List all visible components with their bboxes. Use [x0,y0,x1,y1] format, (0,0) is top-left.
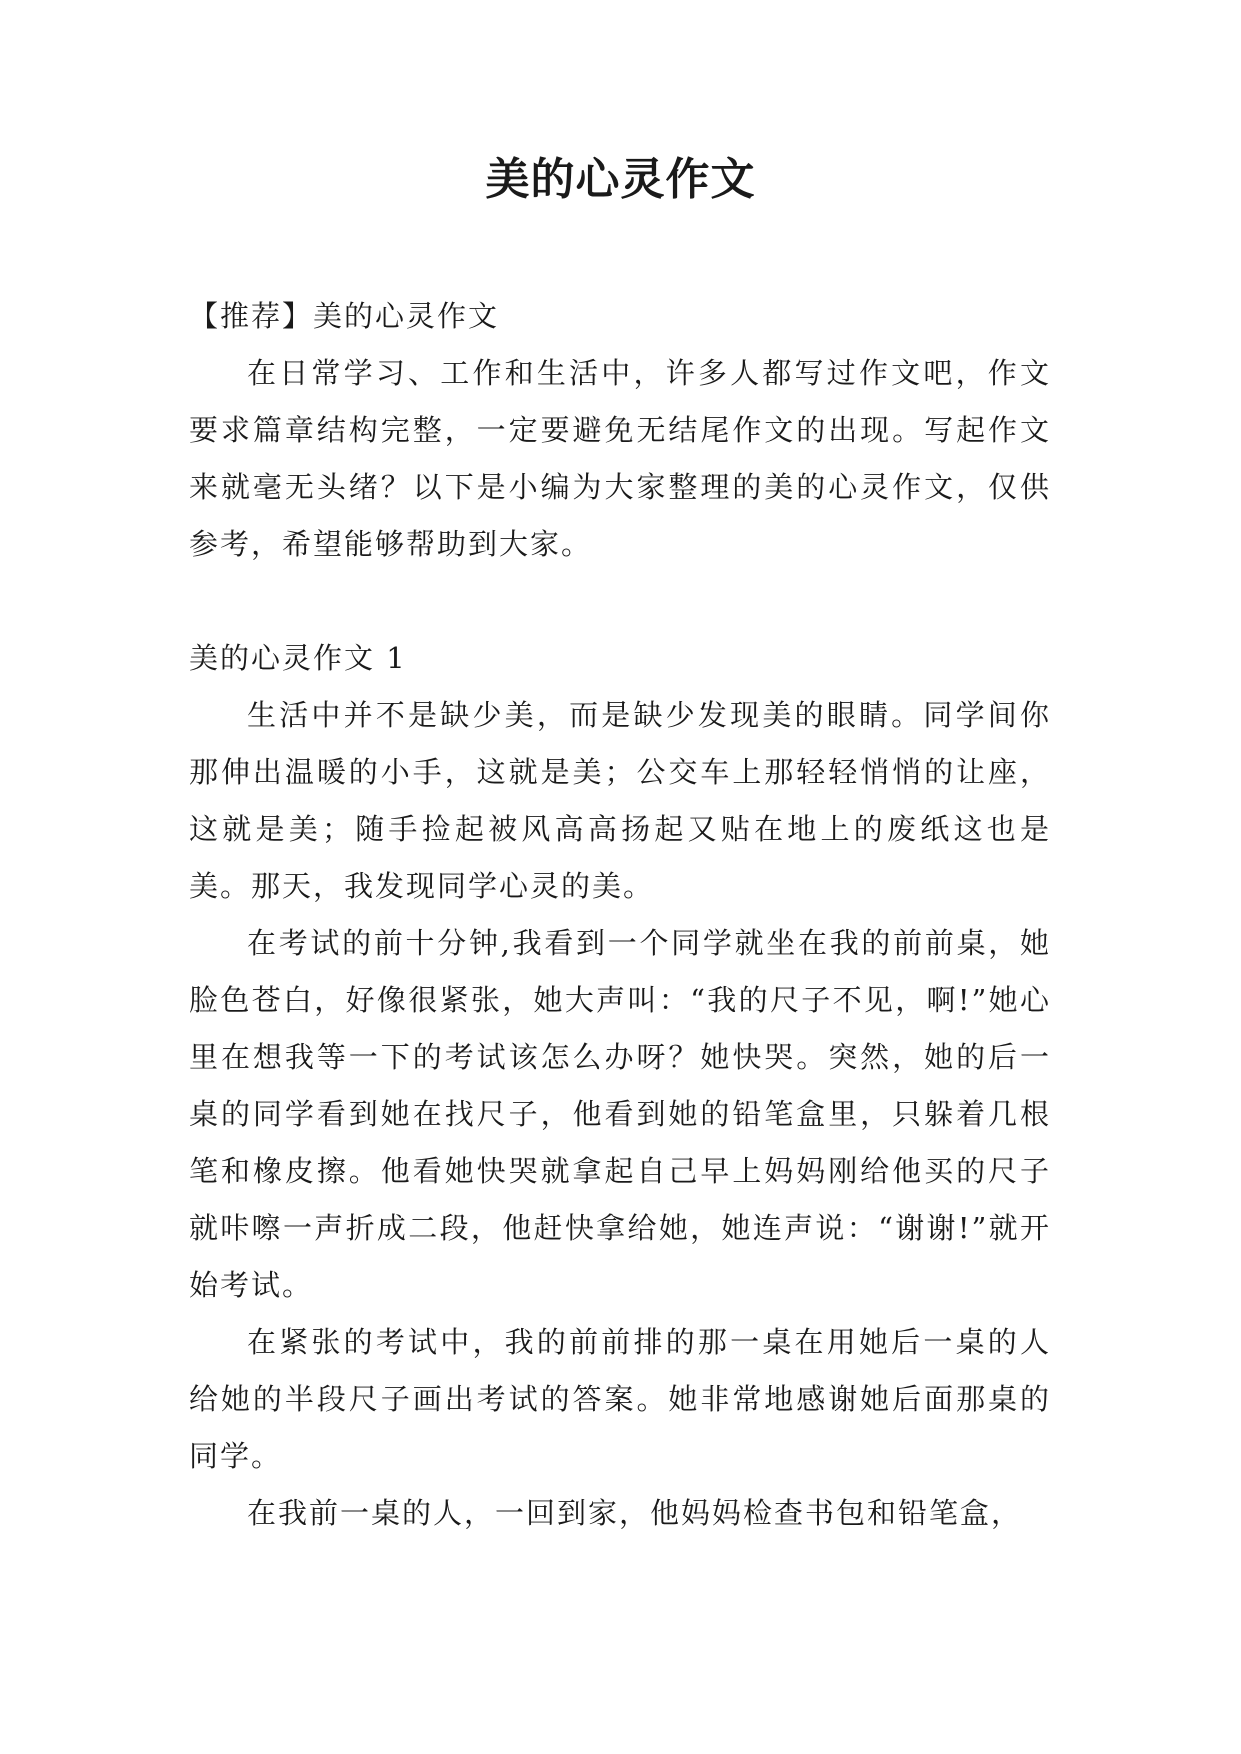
body-paragraph: 在我前一桌的人，一回到家，他妈妈检查书包和铅笔盒， [247,1496,1023,1530]
body-paragraph: 在考试的前十分钟,我看到一个同学就坐在我的前前桌，她脸色苍白，好像很紧张，她大声叫：“我的尺子不见，啊!”她心里在想我等一下的考试该怎么办呀？她快哭。突然，她的后一桌的同学看到她在找尺子，他看到她的铅笔盒里，只躲着几根笔和橡皮擦。他看她快哭就拿起自己早上妈妈刚给他买的尺子就咔嚓一声折成二段，他赶快拿给她，她连声说：“谢谢!”就开始考试。 [189,926,1051,1302]
section-heading: 美的心灵作文 1 [189,641,407,675]
body-paragraph: 生活中并不是缺少美，而是缺少发现美的眼睛。同学间你那伸出温暖的小手，这就是美；公交车上那轻轻悄悄的让座，这就是美；随手捡起被风高高扬起又贴在地上的废纸这也是美。那天，我发现同学心灵的美。 [189,698,1051,903]
intro-heading: 【推荐】美的心灵作文 [189,299,500,333]
intro-paragraph: 在日常学习、工作和生活中，许多人都写过作文吧，作文要求篇章结构完整，一定要避免无结尾作文的出现。写起作文来就毫无头绪？以下是小编为大家整理的美的心灵作文，仅供参考，希望能够帮助到大家。 [189,356,1051,561]
body-paragraph: 在紧张的考试中，我的前前排的那一桌在用她后一桌的人给她的半段尺子画出考试的答案。她非常地感谢她后面那桌的同学。 [189,1325,1051,1473]
document-title: 美的心灵作文 [485,154,756,205]
document-body [189,288,1051,1542]
section-spacer [189,573,1051,630]
